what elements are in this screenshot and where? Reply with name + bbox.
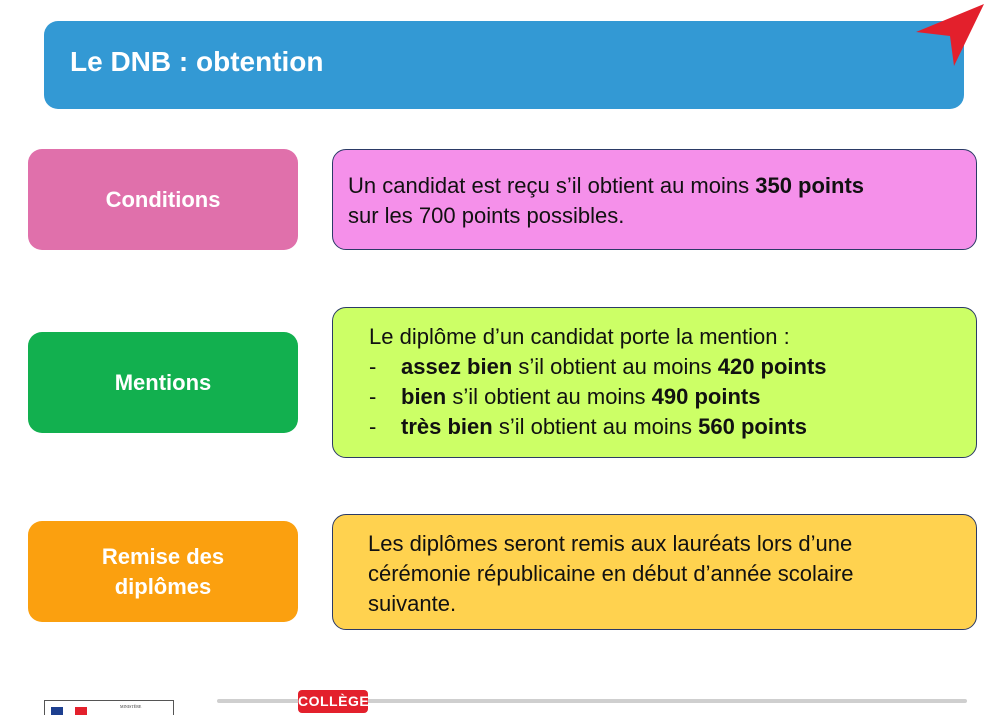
mention-item: - bien s’il obtient au moins 490 points bbox=[369, 384, 761, 409]
remise-line: cérémonie républicaine en début d’année scolaire bbox=[368, 561, 854, 586]
remise-content bbox=[332, 514, 977, 630]
mentions-intro: Le diplôme d’un candidat porte la mention : bbox=[369, 324, 790, 349]
remise-line: suivante. bbox=[368, 591, 457, 616]
conditions-content bbox=[332, 149, 977, 250]
college-badge: COLLÈGE bbox=[298, 690, 368, 713]
conditions-line-1: Un candidat est reçu s’il obtient au moins 350 points bbox=[348, 173, 865, 198]
red-arrow-icon bbox=[910, 0, 990, 72]
remise-line: Les diplômes seront remis aux lauréats lors d’une bbox=[368, 531, 853, 556]
remise-label: Remise des diplômes bbox=[28, 521, 298, 622]
ministry-text: MINISTÈRE bbox=[120, 704, 142, 709]
mentions-content bbox=[332, 307, 977, 458]
french-flag-icon bbox=[51, 707, 87, 715]
conditions-label: Conditions bbox=[28, 149, 298, 250]
mention-item: - assez bien s’il obtient au moins 420 points bbox=[369, 354, 827, 379]
conditions-line-2: sur les 700 points possibles. bbox=[348, 203, 625, 228]
mention-item: - très bien s’il obtient au moins 560 points bbox=[369, 414, 807, 439]
mentions-label: Mentions bbox=[28, 332, 298, 433]
page-title: Le DNB : obtention bbox=[70, 46, 324, 77]
